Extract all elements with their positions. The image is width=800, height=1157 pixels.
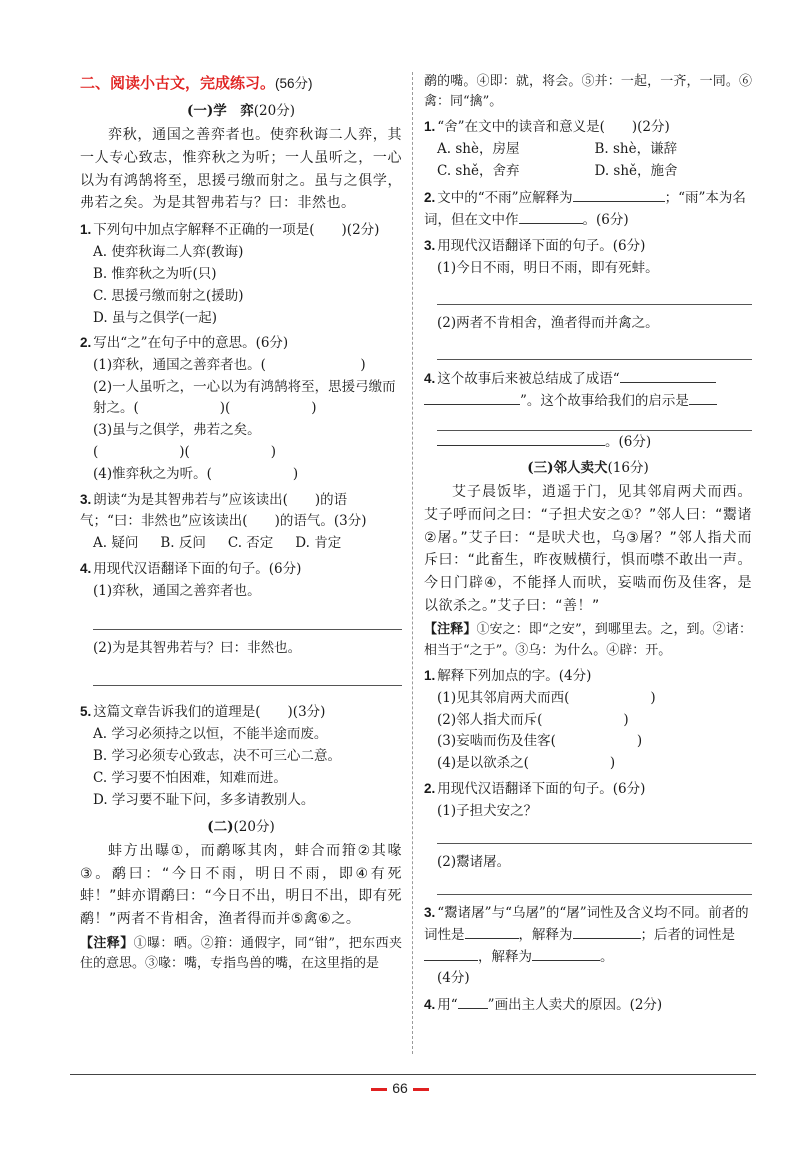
p1-question-4 (80, 559, 402, 687)
answer-line[interactable] (437, 874, 752, 895)
question-number: 3. (424, 237, 436, 253)
sub-item-2[interactable]: (2)邻人指犬而斥( ) (437, 711, 629, 728)
question-text: 写出“之”在句子中的意思。(6分) (93, 335, 289, 352)
option-b[interactable]: B. 学习必须专心致志，决不可三心二意。 (93, 748, 342, 765)
options-row (80, 533, 402, 554)
part3-score: (16分) (607, 460, 649, 477)
fill-blank[interactable] (573, 187, 665, 202)
note-text: ①曝：晒。②箝：通假字，同“钳”，把东西夹住的意思。③喙：嘴，专指鸟兽的嘴，在这里指的是 (80, 935, 402, 971)
question-text: ；“雨”本为名词，但在文中作 (424, 190, 746, 228)
question-text: ，解释为 (518, 926, 573, 943)
fill-blank[interactable] (573, 924, 641, 939)
answer-line[interactable] (437, 335, 752, 360)
p2-question-4 (424, 368, 752, 453)
part3-passage: 艾子晨饭毕，逍遥于门，见其邻肩两犬而西。艾子呼而问之曰：“子担犬安之①？”邻人曰：“鬻诸②屠。”艾子曰：“是吠犬也，乌③屠？”邻人指犬而斥曰：“此畜生，昨夜贼横行，惧而噤不敢出一声。今日门辟④，不能择人而吠，妄啮而伤及佳客，是以欲杀之。”艾子曰：“善！” (424, 484, 752, 614)
fill-blank[interactable] (620, 368, 716, 383)
section-score: (56分) (275, 76, 313, 91)
option-c[interactable]: C. 学习要不怕困难，知难而进。 (93, 770, 287, 787)
option-b[interactable]: B. 反问 (160, 534, 206, 551)
option-c[interactable]: C. shě，舍弃 (437, 163, 520, 180)
part2-passage: 蚌方出曝①，而鹬啄其肉，蚌合而箝②其喙③。鹬曰：“今日不雨，明日不雨，即④有死蚌！”蚌亦谓鹬曰：“今日不出，明日不出，即有死鹬！”两者不肯相舍，渔者得而并⑤禽⑥之。 (80, 842, 402, 927)
sentence-2: (2)鬻诸屠。 (437, 854, 511, 871)
part1-title (80, 101, 402, 122)
question-text: 用现代汉语翻译下面的句子。(6分) (437, 237, 646, 254)
sentence-1: (1)子担犬安之？ (437, 803, 538, 820)
sub-item-3-blanks[interactable]: ( )( ) (93, 444, 277, 461)
answer-line[interactable] (437, 412, 752, 431)
page-number (0, 1078, 800, 1100)
question-number: 2. (424, 781, 436, 797)
fill-blank[interactable] (437, 431, 605, 446)
option-b[interactable]: B. 惟弈秋之为听(只) (93, 265, 217, 282)
option-b[interactable]: B. shè，谦辞 (594, 141, 678, 158)
fill-blank[interactable] (465, 924, 519, 939)
part1-passage: 弈秋，通国之善弈者也。使弈秋诲二人弈，其一人专心致志，惟弈秋之为听；一人虽听之，一心以为有鸿鹄将至，思援弓缴而射之。虽与之俱学，弗若之矣。为是其智弗若与？曰：非然也。 (80, 127, 402, 212)
fill-row (424, 431, 752, 453)
sub-item-3[interactable]: (3)虽与之俱学，弗若之矣。 (93, 422, 261, 439)
question-text: 解释下列加点的字。(4分) (437, 667, 592, 684)
right-column (424, 72, 752, 1016)
sentence-1: (1)今日不雨，明日不雨，即有死蚌。 (437, 259, 659, 276)
part3-notes (424, 619, 752, 660)
part2-title-text: (二) (207, 819, 234, 836)
sentence-2: (2)两者不肯相舍，渔者得而并禽之。 (437, 314, 659, 331)
part2-notes (80, 933, 402, 974)
part2-title (80, 817, 402, 838)
p2-question-1 (424, 117, 752, 182)
fill-blank[interactable] (424, 390, 520, 405)
question-text: 这个故事后来被总结成了成语“ (437, 370, 620, 387)
option-a[interactable]: A. 疑问 (93, 534, 139, 551)
question-text: 用“ (437, 996, 458, 1013)
p3-question-2 (424, 779, 752, 895)
question-number: 4. (424, 996, 436, 1012)
p3-question-3 (424, 903, 752, 989)
question-text: 这篇文章告诉我们的道理是( )(3分) (93, 704, 326, 721)
option-a[interactable]: A. shè，房屋 (437, 141, 520, 158)
question-number: 3. (424, 905, 436, 921)
options-row-2 (424, 161, 752, 182)
note-tag: 【注释】 (424, 621, 477, 637)
answer-line[interactable] (437, 280, 752, 305)
question-number: 4. (424, 370, 436, 386)
question-number: 4. (80, 560, 92, 576)
option-d[interactable]: D. 虽与之俱学(一起) (93, 309, 217, 326)
question-text: 下列句中加点字解释不正确的一项是( )(2分) (93, 221, 380, 238)
question-text: 朗读“为是其智弗若与”应该读出( )的语气；“曰：非然也”应该读出( )的语气。(3分) (80, 491, 367, 529)
p3-question-1 (424, 666, 752, 775)
sub-item-4[interactable]: (4)惟弈秋之为听。( ) (93, 466, 299, 482)
left-column (80, 72, 402, 974)
p2-question-2 (424, 187, 752, 231)
sub-item-1[interactable]: (1)弈秋，通国之善弈者也。( ) (93, 357, 366, 374)
question-text: ”。这个故事给我们的启示是 (520, 392, 689, 409)
note-tag: 【注释】 (80, 934, 134, 950)
p1-question-5 (80, 702, 402, 811)
question-text: 文中的“不雨”应解释为 (437, 190, 573, 207)
sentence-1: (1)弈秋，通国之善弈者也。 (93, 582, 261, 599)
option-d[interactable]: D. 肯定 (295, 534, 342, 551)
p1-question-3 (80, 490, 402, 554)
option-c[interactable]: C. 思援弓缴而射之(援助) (93, 287, 244, 304)
sub-item-2[interactable]: (2)一人虽听之，一心以为有鸿鹄将至，思援弓缴而射之。( )( ) (93, 379, 396, 417)
sentence-2: (2)为是其智弗若与？曰：非然也。 (93, 639, 302, 656)
question-number: 2. (80, 335, 92, 351)
page-number-dash-left (371, 1088, 387, 1091)
p3-question-4 (424, 994, 752, 1016)
question-text: 用现代汉语翻译下面的句子。(6分) (437, 781, 646, 798)
options-row-1 (424, 139, 752, 160)
fill-blank[interactable] (532, 946, 600, 961)
part1-title-text: (一)学 弈 (187, 103, 254, 120)
section-title-text: 二、阅读小古文，完成练习。 (80, 75, 276, 92)
fill-blank[interactable] (689, 390, 717, 405)
p1-question-2 (80, 333, 402, 484)
part1-score: (20分) (253, 103, 295, 120)
sub-item-3[interactable]: (3)妄啮而伤及佳客( ) (437, 733, 643, 750)
option-a[interactable]: A. 使弈秋诲二人弈(教诲) (93, 243, 244, 260)
part2-score: (20分) (233, 819, 275, 836)
question-number: 1. (80, 221, 92, 237)
question-text: ，解释为 (478, 948, 532, 965)
answer-line[interactable] (93, 659, 402, 686)
question-number: 2. (424, 190, 436, 206)
question-text: “舍”在文中的读音和意义是( )(2分) (437, 119, 670, 136)
page-number-text: 66 (392, 1080, 408, 1096)
section-title (80, 72, 402, 95)
score-note: (4分) (437, 969, 470, 986)
note-text: ①安之：即“之安”，到哪里去。之，到。②诸：相当于“之于”。③乌：为什么。④辟：开。 (424, 622, 752, 658)
question-number: 5. (80, 704, 92, 720)
question-number: 1. (424, 667, 436, 683)
part2-notes-continued: 鹬的嘴。④即：就，将会。⑤并：一起，一齐，一同。⑥禽：同“擒”。 (424, 74, 752, 110)
option-c[interactable]: C. 否定 (227, 534, 274, 551)
question-number: 3. (80, 491, 92, 507)
answer-line[interactable] (437, 823, 752, 844)
sub-item-4[interactable]: (4)是以欲杀之( ) (437, 755, 616, 772)
sub-item-1[interactable]: (1)见其邻肩两犬而西( ) (437, 689, 656, 706)
question-number: 1. (424, 119, 436, 135)
footer-rule (70, 1074, 756, 1075)
question-text: 。(6分) (582, 211, 629, 228)
answer-line[interactable] (93, 603, 402, 630)
question-text: ”画出主人卖犬的原因。(2分) (487, 996, 663, 1013)
fill-blank[interactable] (424, 946, 478, 961)
p1-question-1 (80, 220, 402, 329)
option-a[interactable]: A. 学习必须持之以恒，不能半途而废。 (93, 726, 328, 743)
question-text: “鬻诸屠”与“乌屠”的“屠”词性及含义均不同。前者的词性是 (424, 905, 749, 943)
part3-title-text: (三)邻人卖犬 (527, 460, 608, 477)
question-text: 。 (600, 948, 614, 965)
question-text: 用现代汉语翻译下面的句子。(6分) (93, 560, 302, 577)
page-number-dash-right (413, 1088, 429, 1091)
p2-question-3 (424, 236, 752, 360)
fill-blank[interactable] (519, 209, 583, 224)
option-d[interactable]: D. shě，施舍 (594, 163, 678, 180)
part3-title (424, 458, 752, 479)
column-divider (412, 72, 413, 1054)
underline-sample (458, 994, 488, 1009)
question-text: ；后者的词性是 (640, 926, 735, 943)
question-text: 。(6分) (605, 433, 652, 450)
option-d[interactable]: D. 学习要不耻下问，多多请教别人。 (93, 792, 315, 809)
